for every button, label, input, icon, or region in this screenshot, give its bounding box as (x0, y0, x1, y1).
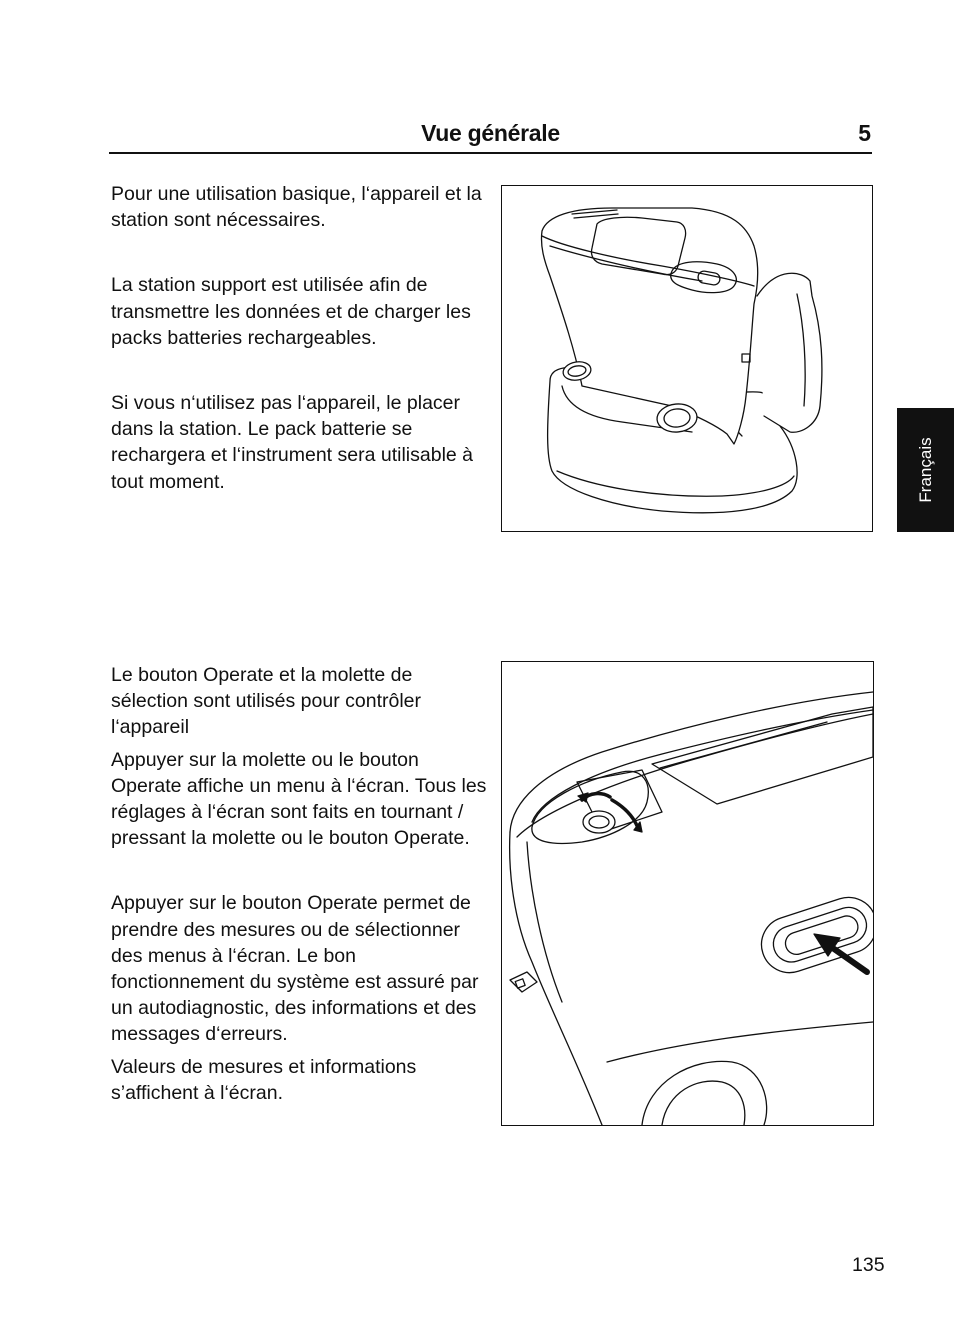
page-title: Vue générale (421, 120, 560, 146)
text-block-controls (111, 662, 491, 1106)
language-label: Français (915, 437, 935, 503)
text-block-station (111, 181, 491, 495)
page-number: 135 (852, 1254, 885, 1276)
paragraph: Si vous n‘utilisez pas l‘appareil, le placer dans la station. Le pack batterie se rechargera et l‘instrument sera utilisable à tout moment. (111, 392, 474, 493)
chapter-number: 5 (858, 120, 871, 146)
device-controls-illustration (501, 661, 874, 1126)
paragraph: Appuyer sur le bouton Operate permet de prendre des mesures ou de sélectionner des menus à l‘écran. Le bon fonctionnement du système est assuré par un autodiagnostic, des informations et des messages d‘erreurs. (111, 892, 479, 1046)
paragraph: Appuyer sur la molette ou le bouton Operate affiche un menu à l‘écran. Tous les réglages à l‘écran sont faits en tournant / pressant la molette ou le bouton Operate. (111, 748, 487, 850)
paragraph: Valeurs de mesures et informations s’affichent à l‘écran. (111, 1055, 417, 1104)
paragraph: La station support est utilisée afin de transmettre les données et de charger les packs batteries rechargeables. (111, 274, 471, 349)
device-in-station-illustration (501, 185, 873, 532)
paragraph: Le bouton Operate et la molette de sélection sont utilisés pour contrôler l‘appareil (111, 664, 421, 739)
section-header (109, 118, 872, 154)
paragraph: Pour une utilisation basique, l‘appareil et la station sont nécessaires. (111, 183, 482, 232)
language-tab (897, 408, 954, 532)
